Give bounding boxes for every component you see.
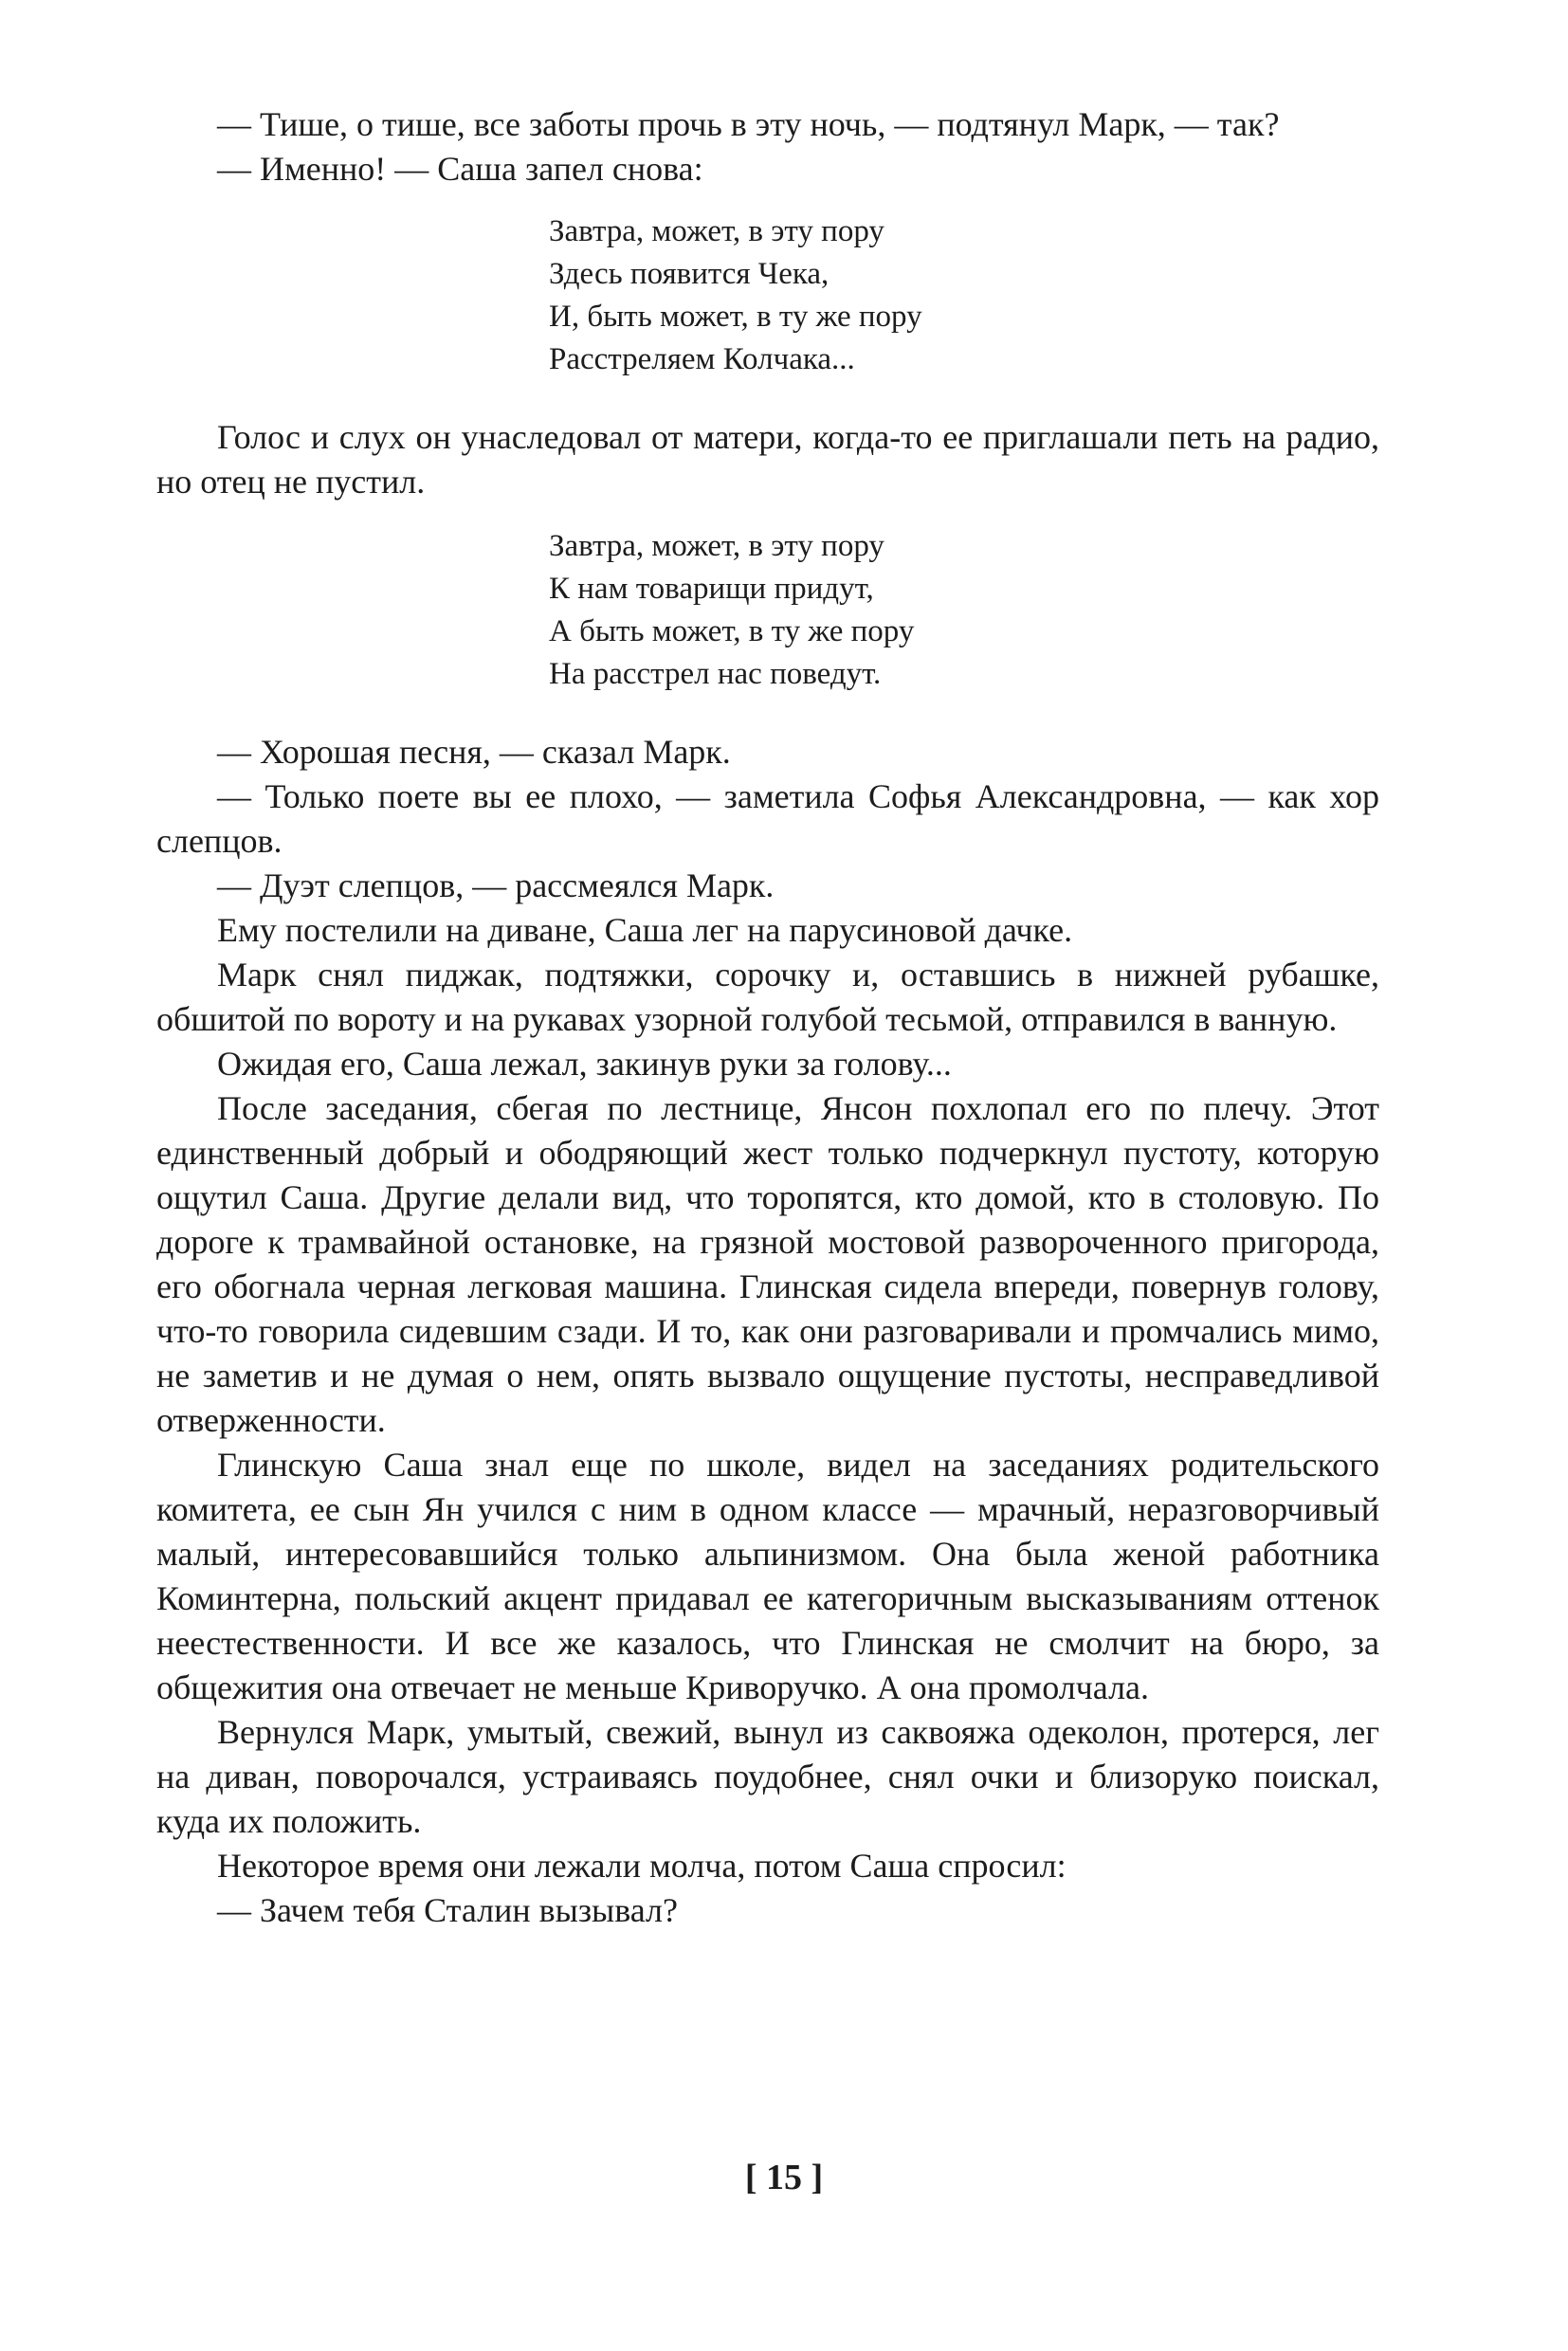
song-verse	[549, 210, 1379, 381]
paragraph: После заседания, сбегая по лестнице, Янсон похлопал его по плечу. Этот единственный добрый и ободряющий жест только подчеркнул пустоту, которую ощутил Саша. Другие делали вид, что торопятся, кто домой, кто в столовую. По дороге к трамвайной остановке, на грязной мостовой развороченного пригорода, его обогнала черная легковая машина. Глинская сидела впереди, повернув голову, что-то говорила сидевшим сзади. И то, как они разговаривали и промчались мимо, не заметив и не думая о нем, опять вызвало ощущение пустоты, несправедливой отверженности.	[156, 1089, 1379, 1439]
verse-line: Завтра, может, в эту пору	[549, 214, 884, 248]
verse-line: На расстрел нас поведут.	[549, 657, 882, 691]
verse-line: Здесь появится Чека,	[549, 257, 830, 291]
verse-line: К нам товарищи придут,	[549, 572, 874, 606]
song-verse	[549, 525, 1379, 696]
paragraph: — Дуэт слепцов, — рассмеялся Марк.	[217, 866, 775, 904]
paragraph: — Зачем тебя Сталин вызывал?	[217, 1891, 678, 1929]
paragraph: Ему постелили на диване, Саша лег на парусиновой дачке.	[217, 911, 1073, 949]
paragraph: Голос и слух он унаследовал от матери, когда-то ее приглашали петь на радио, но отец не пустил.	[156, 418, 1379, 501]
paragraph: — Хорошая песня, — сказал Марк.	[217, 733, 731, 771]
verse-line: А быть может, в ту же пору	[549, 614, 915, 648]
paragraph: — Тише, о тише, все заботы прочь в эту ночь, — подтянул Марк, — так?	[217, 105, 1280, 143]
verse-line: Расстреляем Колчака...	[549, 342, 855, 376]
paragraph: — Именно! — Саша запел снова:	[217, 150, 703, 188]
paragraph: Некоторое время они лежали молча, потом Саша спросил:	[217, 1847, 1067, 1885]
verse-line: И, быть может, в ту же пору	[549, 300, 922, 334]
book-page-text	[156, 102, 1379, 1933]
paragraph: — Только поете вы ее плохо, — заметила Софья Александровна, — как хор слепцов.	[156, 777, 1379, 860]
verse-line: Завтра, может, в эту пору	[549, 529, 884, 563]
paragraph: Вернулся Марк, умытый, свежий, вынул из саквояжа одеколон, протерся, лег на диван, поворочался, устраиваясь поудобнее, снял очки и близоруко поискал, куда их положить.	[156, 1713, 1379, 1840]
paragraph: Марк снял пиджак, подтяжки, сорочку и, оставшись в нижней рубашке, обшитой по вороту и на рукавах узорной голубой тесьмой, отправился в ванную.	[156, 956, 1379, 1038]
paragraph: Ожидая его, Саша лежал, закинув руки за голову...	[217, 1045, 952, 1083]
paragraph: Глинскую Саша знал еще по школе, видел на заседаниях родительского комитета, ее сын Ян учился с ним в одном классе — мрачный, неразговорчивый малый, интересовавшийся только альпинизмом. Она была женой работника Коминтерна, польский акцент придавал ее категоричным высказываниям оттенок неестественности. И все же казалось, что Глинская не смолчит на бюро, за общежития она отвечает не меньше Криворучко. А она промолчала.	[156, 1446, 1379, 1706]
page-number: [ 15 ]	[744, 2158, 824, 2197]
